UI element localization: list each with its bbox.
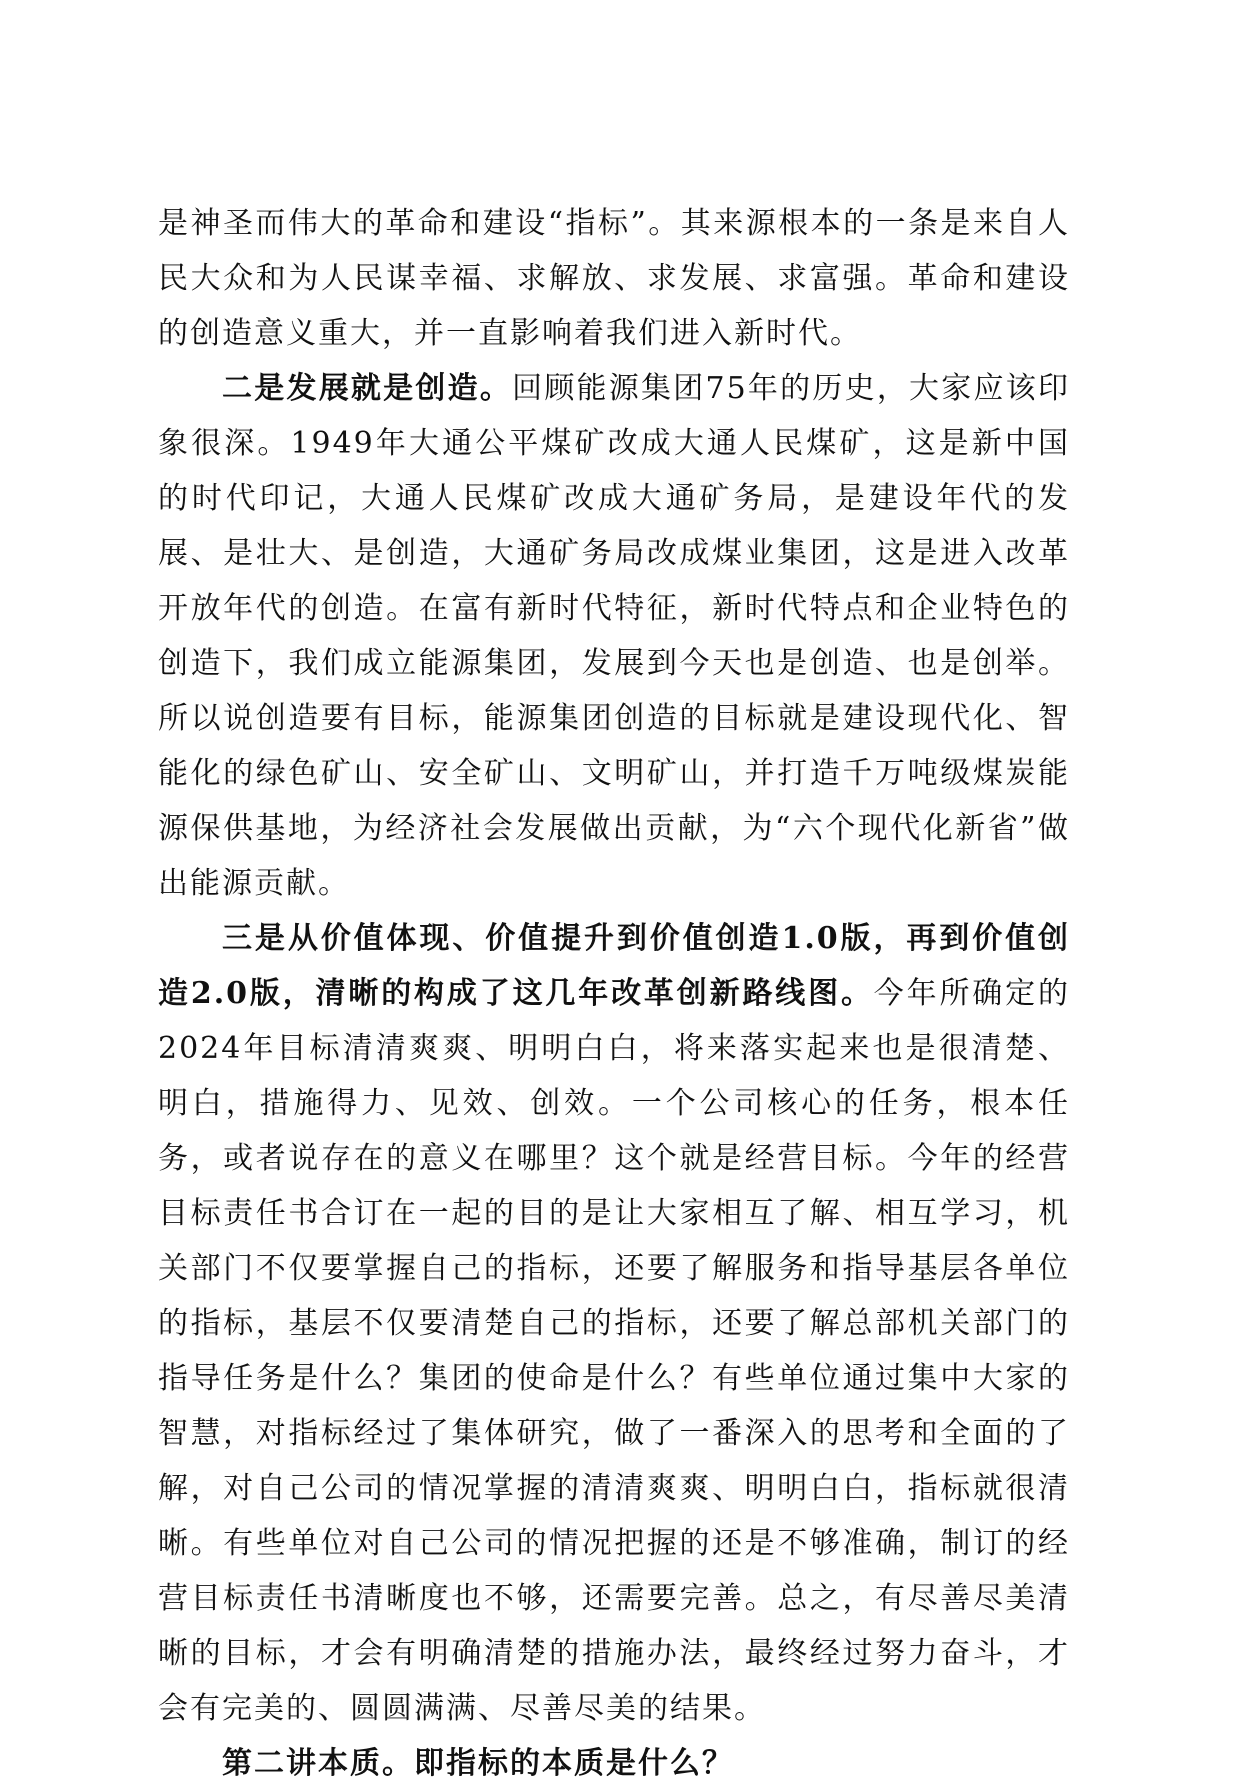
section-heading: 第二讲本质。即指标的本质是什么？ <box>222 1746 734 1781</box>
paragraph-development <box>158 361 1070 911</box>
paragraph-lead-development: 二是发展就是创造。 <box>222 371 513 406</box>
paragraph-continuation: 是神圣而伟大的革命和建设“指标”。其来源根本的一条是来自人民大众和为人民谋幸福、求解放、求发展、求富强。革命和建设的创造意义重大，并一直影响着我们进入新时代。 <box>158 206 1070 351</box>
paragraph-lead-value-creation: 三是从价值体现、价值提升到价值创造1.0版，再到价值创造2.0版，清晰的构成了这几年改革创新路线图。 <box>158 921 1070 1011</box>
document-body <box>158 196 1070 1791</box>
paragraph-body-development: 回顾能源集团75年的历史，大家应该印象很深。1949年大通公平煤矿改成大通人民煤矿，这是新中国的时代印记，大通人民煤矿改成大通矿务局，是建设年代的发展、是壮大、是创造，大通矿务局改成煤业集团，这是进入改革开放年代的创造。在富有新时代特征，新时代特点和企业特色的创造下，我们成立能源集团，发展到今天也是创造、也是创举。所以说创造要有目标，能源集团创造的目标就是建设现代化、智能化的绿色矿山、安全矿山、文明矿山，并打造千万吨级煤炭能源保供基地，为经济社会发展做出贡献，为“六个现代化新省”做出能源贡献。 <box>158 371 1070 901</box>
paragraph-body-value-creation: 今年所确定的2024年目标清清爽爽、明明白白，将来落实起来也是很清楚、明白，措施得力、见效、创效。一个公司核心的任务，根本任务，或者说存在的意义在哪里？这个就是经营目标。今年的经营目标责任书合订在一起的目的是让大家相互了解、相互学习，机关部门不仅要掌握自己的指标，还要了解服务和指导基层各单位的指标，基层不仅要清楚自己的指标，还要了解总部机关部门的指导任务是什么？集团的使命是什么？有些单位通过集中大家的智慧，对指标经过了集体研究，做了一番深入的思考和全面的了解，对自己公司的情况掌握的清清爽爽、明明白白，指标就很清晰。有些单位对自己公司的情况把握的还是不够准确，制订的经营目标责任书清晰度也不够，还需要完善。总之，有尽善尽美清晰的目标，才会有明确清楚的措施办法，最终经过努力奋斗，才会有完美的、圆圆满满、尽善尽美的结果。 <box>158 976 1070 1726</box>
paragraph-value-creation <box>158 911 1070 1736</box>
